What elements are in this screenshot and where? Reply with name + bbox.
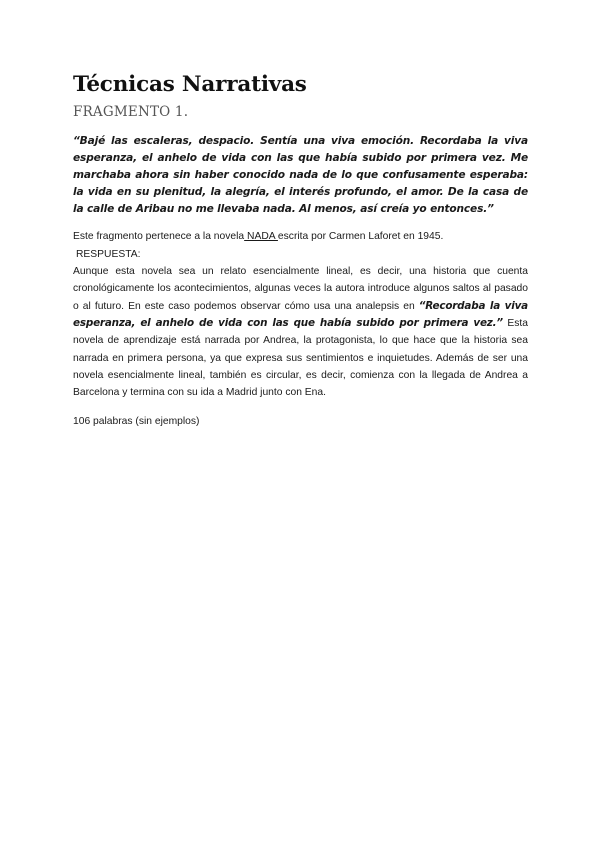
word-count: 106 palabras (sin ejemplos) <box>73 416 200 428</box>
intro-text-after: escrita por Carmen Laforet en 1945. <box>277 231 444 243</box>
answer-paragraph <box>73 263 528 401</box>
fragment-quote: “Bajé las escaleras, despacio. Sentía una viva emoción. Recordaba la viva esperanza, el anhelo de vida con las que había subido por primera vez. Me marchaba ahora sin haber conocido nada de lo que confusamente esperaba: la vida en su plenitud, la alegría, el interés profundo, el amor. De la casa de la calle de Aribau no me llevaba nada. Al menos, así creía yo entonces.” <box>73 135 528 216</box>
fragment-heading: FRAGMENTO 1. <box>73 104 189 120</box>
intro-text-before: Este fragmento pertenece a la novela <box>73 231 245 243</box>
answer-label: RESPUESTA: <box>76 248 141 260</box>
answer-text-part1: Aunque esta novela sea un relato esencialmente lineal, es decir, una historia que cuenta cronológicamente los acontecimientos, algunas veces la autora introduce algunos saltos al pasado o al futuro. En este caso podemos observar cómo usa una analepsis en <box>73 266 528 312</box>
document-page <box>73 70 528 431</box>
document-title: Técnicas Narrativas <box>73 72 307 97</box>
answer-inline-quote: “Recordaba la viva esperanza, el anhelo de vida con las que había subido por primera vez.” <box>73 299 528 329</box>
intro-paragraph <box>73 228 528 245</box>
answer-text-part2: Esta novela de aprendizaje está narrada por Andrea, la protagonista, lo que hace que la historia sea narrada en primera persona, ya que expresa sus sentimientos e inquietudes. Además de ser una novela esencialmente lineal, también es circular, es decir, comienza con la llegada de Andrea a Barcelona y termina con su ida a Madrid junto con Ena. <box>73 317 528 399</box>
book-title-nada: NADA <box>244 231 278 243</box>
